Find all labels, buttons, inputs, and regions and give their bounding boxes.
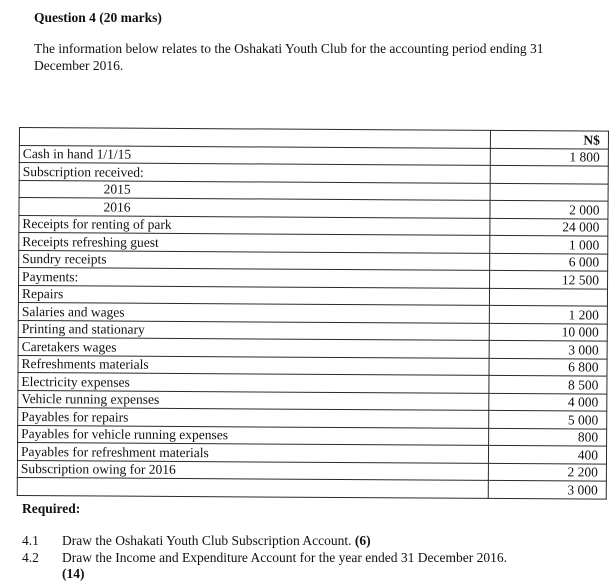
row-amount: 2 000: [490, 200, 608, 218]
row-amount: 6 800: [489, 358, 607, 376]
required-item-description: Draw the Oshakati Youth Club Subscription Account.: [62, 533, 352, 548]
required-heading: Required:: [22, 501, 81, 516]
row-label: 2015: [19, 180, 490, 200]
row-amount: 800: [489, 428, 607, 446]
row-label: Repairs: [18, 285, 489, 305]
required-item-number: 4.1: [22, 533, 39, 548]
row-amount: 4 000: [489, 393, 607, 411]
row-amount: 3 000: [488, 480, 606, 498]
row-label: Refreshments materials: [18, 355, 489, 375]
row-label: Salaries and wages: [18, 302, 489, 322]
row-amount: [490, 288, 608, 306]
row-label: Payables for vehicle running expenses: [18, 425, 489, 445]
row-amount: 24 000: [490, 218, 608, 236]
row-amount: 3 000: [489, 340, 607, 358]
row-label: 2016: [19, 198, 490, 218]
row-label: Subscription received:: [19, 163, 490, 183]
accounts-table: [17, 127, 609, 499]
currency-header: N$: [490, 130, 608, 148]
table-row: [17, 477, 606, 498]
row-amount: [490, 165, 608, 183]
row-label: Receipts refreshing guest: [19, 233, 490, 253]
row-label: Payables for repairs: [18, 407, 489, 427]
row-label: Vehicle running expenses: [18, 390, 489, 410]
row-amount: 400: [489, 445, 607, 463]
row-label: Subscription owing for 2016: [17, 460, 488, 480]
row-amount: 1 800: [490, 148, 608, 166]
row-amount: 2 200: [488, 463, 606, 481]
required-item-text: [62, 533, 582, 549]
row-label: Sundry receipts: [19, 250, 490, 270]
row-label: Electricity expenses: [18, 372, 489, 392]
row-label: Payables for refreshment materials: [17, 442, 488, 462]
question-intro: The information below relates to the Oshakati Youth Club for the accounting period ending 31 December 2016.: [34, 41, 544, 73]
required-item-marks: (6): [354, 533, 371, 548]
required-item-description: Draw the Income and Expenditure Account for the year ended 31 December 2016.: [62, 550, 507, 565]
row-amount: 10 000: [489, 323, 607, 341]
required-item-marks: (14): [62, 566, 85, 581]
row-amount: 6 000: [490, 253, 608, 271]
row-amount: 5 000: [489, 410, 607, 428]
row-label: Receipts for renting of park: [19, 215, 490, 235]
row-amount: 12 500: [490, 270, 608, 288]
required-item-number: 4.2: [22, 550, 39, 565]
row-label: Cash in hand 1/1/15: [19, 145, 490, 165]
row-amount: 1 200: [489, 305, 607, 323]
row-amount: 8 500: [489, 375, 607, 393]
required-item-text: [62, 550, 582, 582]
row-label: Caretakers wages: [18, 337, 489, 357]
row-amount: [490, 183, 608, 201]
row-label: Printing and stationary: [18, 320, 489, 340]
row-amount: 1 000: [490, 235, 608, 253]
row-label: Payments:: [19, 268, 490, 288]
row-label: [17, 477, 488, 497]
question-title: Question 4 (20 marks): [34, 10, 162, 25]
